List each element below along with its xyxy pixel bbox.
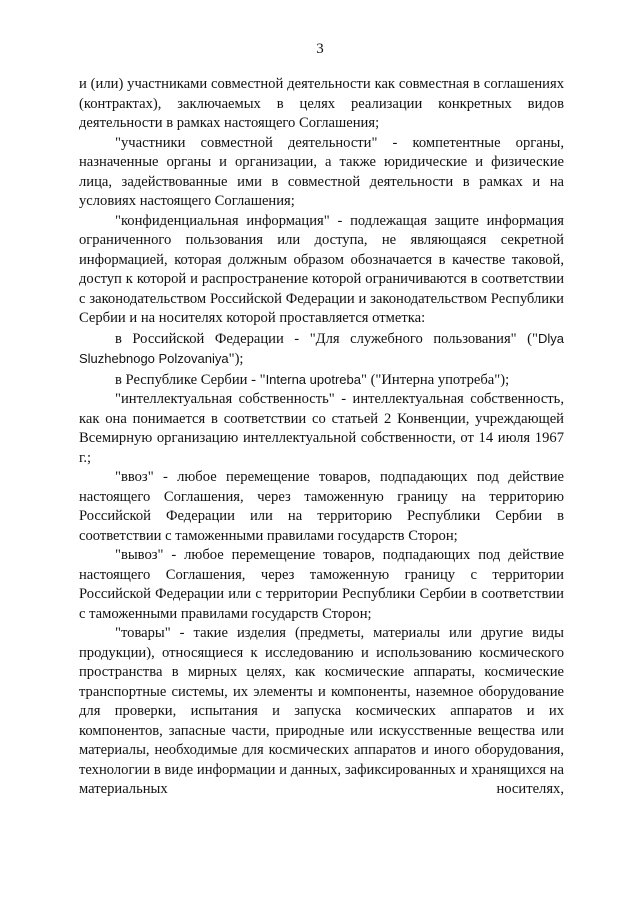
definition-goods: "товары" - такие изделия (предметы, материалы или другие виды продукции), относящиеся к исследованию и использованию космического пространства в мирных целях, как космические аппараты, космические транспортные системы, их элементы и компоненты, наземное оборудование для проверки, испытания и запуска космических аппаратов и их компонентов, запасные части, природные или искусственные вещества или материалы, необходимые для космических аппаратов и иного оборудования, технологии в виде информации и данных, зафиксированных и хранящихся на материальных носителях,	[79, 625, 564, 797]
document-body	[79, 75, 564, 800]
definition-confidential-information: "конфиденциальная информация" - подлежащая защите информация ограниченного пользования или доступа, не являющаяся секретной информацией, которая должным образом обозначается в качестве таковой, доступ к которой и распространение которой ограничиваются в соответствии с законодательством Российской Федерации и законодательством Республики Сербии и на носителях которой проставляется отметка:	[79, 212, 564, 326]
definition-export: "вывоз" - любое перемещение товаров, подпадающих под действие настоящего Соглашения, через таможенную границу с территории Российской Федерации или с территории Республики Сербии в соответствии с таможенными правилами государств Сторон;	[79, 547, 564, 622]
marking-ru-suffix: ");	[228, 351, 244, 367]
marking-rs-latin: Interna upotreba	[265, 371, 361, 387]
marking-rs-prefix: в Республике Сербии - "	[115, 371, 266, 388]
marking-republic-of-serbia	[79, 370, 564, 391]
definition-intellectual-property: "интеллектуальная собственность" - интеллектуальная собственность, как она понимается в соответствии со статьей 2 Конвенции, учреждающей Всемирную организацию интеллектуальной собственности, от 14 июля 1967 г.;	[79, 391, 564, 466]
page-number: 3	[316, 41, 324, 57]
marking-ru-prefix: в Российской Федерации - "Для служебного пользования" ("	[115, 330, 538, 347]
marking-ru-latin: Dlya Sluzhebnogo Polzovaniya	[79, 330, 564, 366]
marking-rs-suffix: " ("Интерна употреба");	[360, 371, 510, 388]
marking-russian-federation	[79, 329, 564, 370]
definition-joint-activity-participants: "участники совместной деятельности" - компетентные органы, назначенные органы и организации, а также юридические и физические лица, задействованные ими в совместной деятельности в рамках и на условиях настоящего Соглашения;	[79, 134, 564, 209]
paragraph-continuation: и (или) участниками совместной деятельности как совместная в соглашениях (контрактах), заключаемых в целях реализации конкретных видов деятельности в рамках настоящего Соглашения;	[79, 76, 564, 131]
definition-import: "ввоз" - любое перемещение товаров, подпадающих под действие настоящего Соглашения, через таможенную границу на территорию Российской Федерации или на территорию Республики Сербии в соответствии с таможенными правилами государств Сторон;	[79, 469, 564, 544]
